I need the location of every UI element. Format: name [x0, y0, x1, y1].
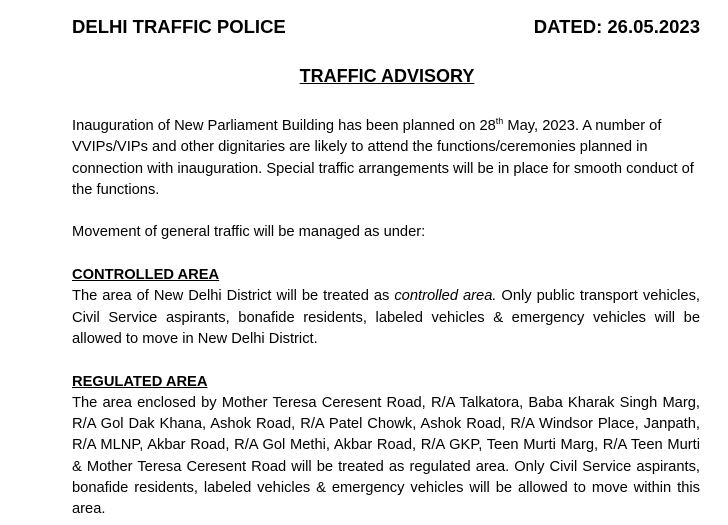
controlled-text-part2: Only public transport vehicles, Civil Service aspirants, bonafide residents, labeled vehicles & emergency vehicles will be allowed to move in New Delhi District.: [72, 288, 700, 347]
controlled-text-part1: The area of New Delhi District will be treated as: [72, 288, 395, 305]
intro-text-part2: May, 2023. A number of VVIPs/VIPs and other dignitaries are likely to attend the functions/ceremonies planned in connection with inauguration. Special traffic arrangements will be in place for smooth conduct of the functions.: [72, 118, 694, 198]
spacer: [72, 350, 700, 371]
spacer: [72, 201, 700, 222]
controlled-area-paragraph: [72, 286, 700, 350]
advisory-body: [72, 116, 700, 521]
controlled-emphasis: controlled area.: [394, 288, 497, 305]
intro-paragraph: [72, 116, 700, 201]
regulated-area-paragraph: The area enclosed by Mother Teresa Ceresent Road, R/A Talkatora, Baba Kharak Singh Marg, R/A Gol Dak Khana, Ashok Road, R/A Patel Chowk, Ashok Road, R/A Windsor Place, Janpath, R/A MLNP, Akbar Road, R/A Gol Methi, Akbar Road, R/A GKP, Teen Murti Marg, R/A Teen Murti & Mother Teresa Ceresent Road will be treated as regulated area. Only Civil Service aspirants, bonafide residents, labeled vehicles & emergency vehicles will be allowed to move within this area.: [72, 394, 700, 518]
spacer: [72, 244, 700, 265]
advisory-title: TRAFFIC ADVISORY: [299, 66, 475, 86]
regulated-area-heading: REGULATED AREA: [72, 373, 208, 390]
movement-paragraph: Movement of general traffic will be managed as under:: [72, 224, 426, 241]
organization-name: DELHI TRAFFIC POLICE: [72, 16, 286, 37]
intro-date-suffix: th: [495, 116, 504, 126]
document-date: DATED: 26.05.2023: [533, 16, 700, 37]
controlled-area-heading: CONTROLLED AREA: [72, 267, 220, 284]
intro-text-part1: Inauguration of New Parliament Building has been planned on 28: [72, 118, 496, 134]
